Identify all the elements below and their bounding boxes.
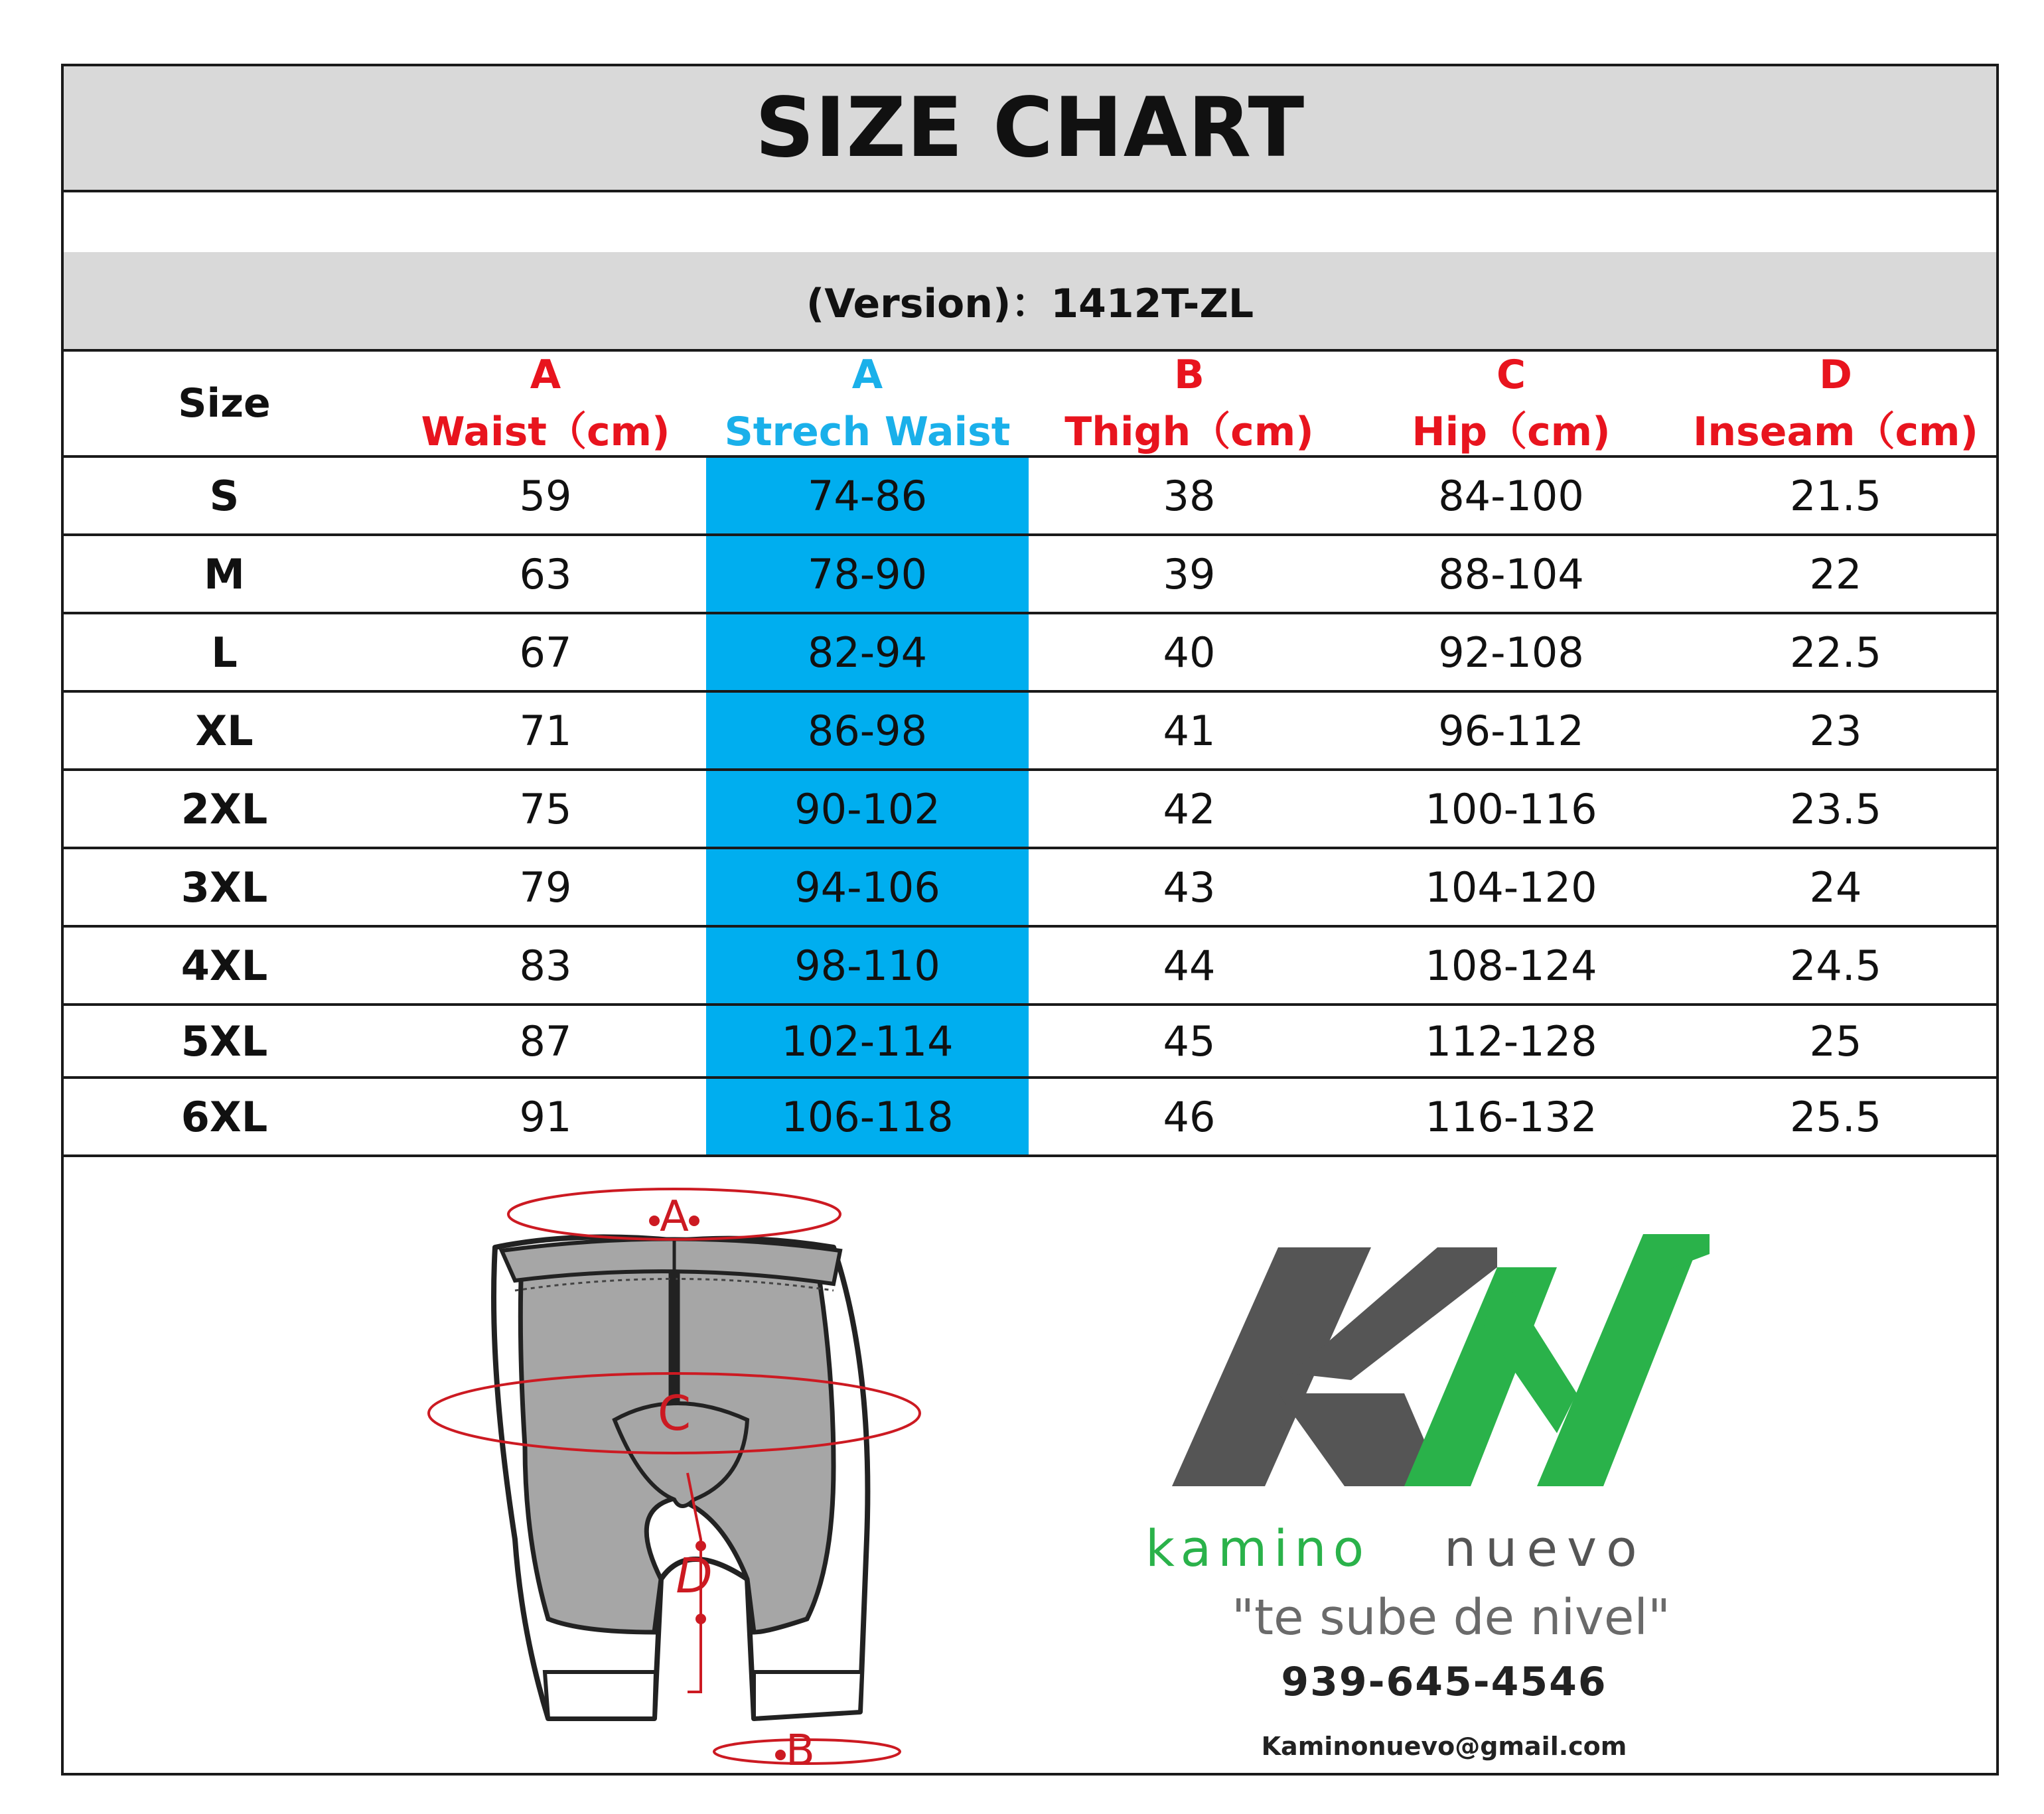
- measurement-cell: 74-86: [706, 458, 1029, 533]
- header-waist: [385, 352, 706, 455]
- size-cell: 3XL: [181, 863, 268, 912]
- measurement-cell: 79: [519, 863, 572, 912]
- size-cell: M: [204, 549, 245, 598]
- header-thigh-label: Thigh（cm): [1064, 409, 1314, 455]
- table-row: [64, 1079, 1996, 1157]
- measurement-cell: 90-102: [706, 771, 1029, 847]
- header-hip-letter: C: [1496, 352, 1526, 398]
- measurement-cell: 63: [519, 549, 572, 598]
- measurement-cell: 23: [1809, 706, 1862, 755]
- size-cell: XL: [195, 706, 254, 755]
- version-band: [64, 252, 1996, 352]
- measurement-cell: 38: [1163, 471, 1216, 520]
- header-stretch-waist-letter: A: [851, 352, 883, 398]
- measurement-cell: 43: [1163, 863, 1216, 912]
- diagram-label-b: B: [786, 1726, 815, 1765]
- measurement-cell: 39: [1163, 549, 1216, 598]
- header-inseam: [1672, 352, 1999, 455]
- measurement-cell: 45: [1163, 1016, 1216, 1066]
- size-cell: S: [209, 471, 240, 520]
- measurement-cell: 102-114: [706, 1006, 1029, 1076]
- header-hip: [1350, 352, 1672, 455]
- measurement-cell: 24.5: [1789, 941, 1882, 990]
- size-cell: 5XL: [181, 1016, 268, 1066]
- size-chart-frame: [61, 64, 1999, 1776]
- email-address: Kaminonuevo@gmail.com: [1261, 1732, 1627, 1761]
- measurement-cell: 108-124: [1425, 941, 1597, 990]
- header-size: [64, 352, 385, 455]
- measurement-cell: 98-110: [706, 928, 1029, 1003]
- measurement-cell: 112-128: [1425, 1016, 1597, 1066]
- page-title: SIZE CHART: [755, 80, 1305, 176]
- measurement-cell: 100-116: [1425, 784, 1597, 833]
- measurement-cell: 25.5: [1789, 1092, 1882, 1141]
- measurement-cell: 92-108: [1438, 628, 1584, 677]
- table-row: [64, 536, 1996, 614]
- measurement-cell: 116-132: [1425, 1092, 1597, 1141]
- measurement-cell: 40: [1163, 628, 1216, 677]
- measurement-cell: 24: [1809, 863, 1862, 912]
- measurement-cell: 21.5: [1789, 471, 1882, 520]
- brand-name-part2: nuevo: [1444, 1519, 1646, 1578]
- measurement-cell: 86-98: [706, 693, 1029, 768]
- measurement-cell: 96-112: [1438, 706, 1584, 755]
- version-label: (Version)：1412T-ZL: [806, 281, 1254, 327]
- table-row: [64, 693, 1996, 771]
- measurement-cell: 82-94: [706, 614, 1029, 690]
- measurement-cell: 83: [519, 941, 572, 990]
- diagram-label-d: D: [676, 1548, 713, 1604]
- header-waist-letter: A: [530, 352, 561, 398]
- header-thigh-letter: B: [1174, 352, 1204, 398]
- diagram-label-c: C: [657, 1385, 692, 1441]
- shorts-outline: [494, 1237, 867, 1718]
- header-stretch-waist: [706, 352, 1029, 455]
- header-inseam-letter: D: [1819, 352, 1852, 398]
- shorts-measurement-diagram: [409, 1168, 940, 1765]
- measurement-cell: 87: [519, 1016, 572, 1066]
- measurement-cell: 88-104: [1438, 549, 1584, 598]
- title-band: [64, 66, 1996, 192]
- header-waist-label: Waist（cm): [421, 409, 670, 455]
- size-cell: 4XL: [181, 941, 268, 990]
- table-row: [64, 849, 1996, 928]
- spacer-band: [64, 192, 1996, 252]
- header-thigh: [1029, 352, 1350, 455]
- table-row: [64, 928, 1996, 1006]
- brand-logo: [1126, 1194, 1789, 1606]
- measurement-cell: 22.5: [1789, 628, 1882, 677]
- phone-number: 939-645-4546: [1281, 1659, 1607, 1705]
- measurement-cell: 67: [519, 628, 572, 677]
- measurement-cell: 106-118: [706, 1079, 1029, 1154]
- table-row: [64, 614, 1996, 693]
- header-hip-label: Hip（cm): [1412, 409, 1611, 455]
- measurement-cell: 104-120: [1425, 863, 1597, 912]
- measurement-cell: 44: [1163, 941, 1216, 990]
- size-cell: L: [211, 628, 238, 677]
- table-row: [64, 771, 1996, 849]
- measurement-cell: 94-106: [706, 849, 1029, 925]
- measurement-cell: 46: [1163, 1092, 1216, 1141]
- measurement-cell: 75: [519, 784, 572, 833]
- brand-tagline: "te sube de nivel": [1232, 1589, 1670, 1646]
- measurement-cell: 84-100: [1438, 471, 1584, 520]
- table-header-row: [64, 352, 1996, 458]
- measurement-cell: 78-90: [706, 536, 1029, 612]
- measurement-cell: 42: [1163, 784, 1216, 833]
- header-inseam-label: Inseam（cm): [1693, 409, 1978, 455]
- measurement-cell: 71: [519, 706, 572, 755]
- measurement-cell: 91: [519, 1092, 572, 1141]
- measurement-cell: 41: [1163, 706, 1216, 755]
- table-row: [64, 1006, 1996, 1079]
- header-stretch-waist-label: Strech Waist: [724, 409, 1011, 455]
- measurement-cell: 25: [1809, 1016, 1862, 1066]
- size-cell: 2XL: [181, 784, 268, 833]
- measurement-cell: 22: [1809, 549, 1862, 598]
- table-row: [64, 458, 1996, 536]
- bottom-area: [64, 1154, 1996, 1776]
- diagram-label-a: A: [660, 1192, 689, 1241]
- measurement-cell: 59: [519, 471, 572, 520]
- size-cell: 6XL: [181, 1092, 268, 1141]
- header-size-label: Size: [178, 380, 271, 427]
- measurement-cell: 23.5: [1789, 784, 1882, 833]
- brand-name-part1: kamino: [1145, 1519, 1371, 1578]
